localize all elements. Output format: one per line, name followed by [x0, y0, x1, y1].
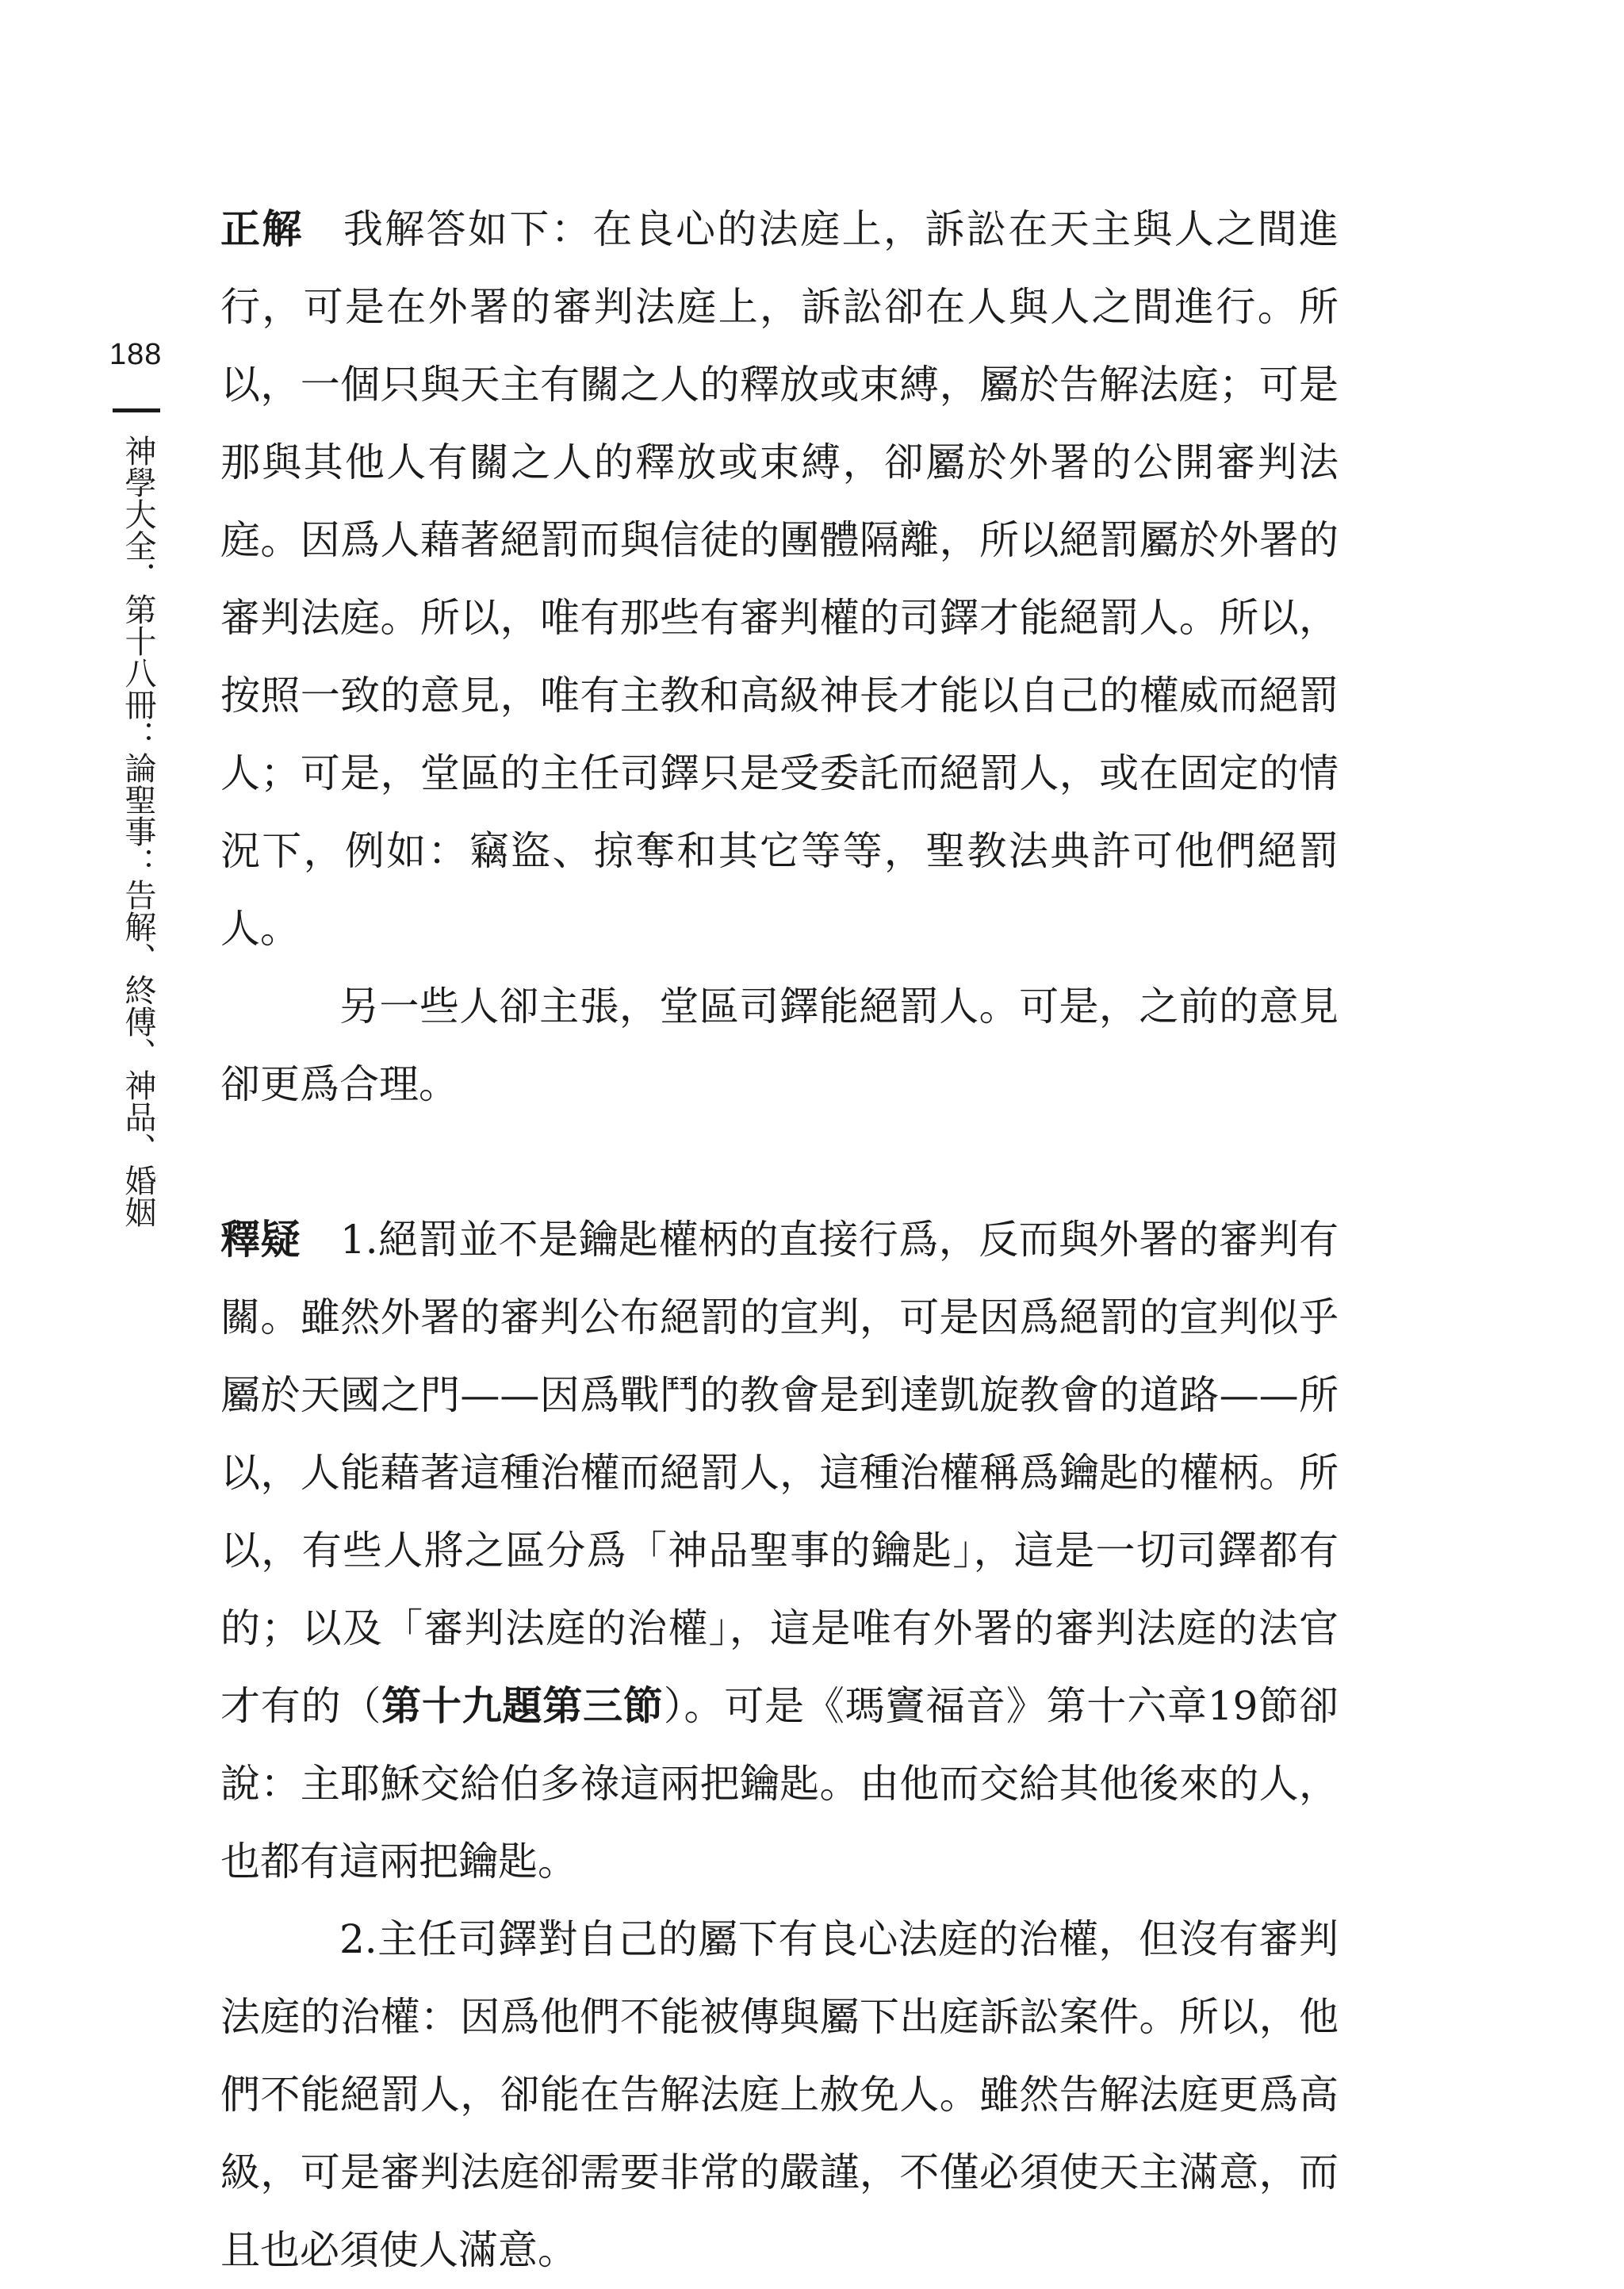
replies-label: 釋疑	[220, 1217, 301, 1263]
reply-2-paragraph	[220, 1900, 1339, 2289]
answer-text: 我解答如下：在良心的法庭上，訴訟在天主與人之間進行，可是在外署的審判法庭上，訴訟卻在人與人之間進行。所以，一個只與天主有關之人的釋放或束縛，屬於告解法庭；可是那與其他人有關之人的釋放或束縛，卻屬於外署的公開審判法庭。因爲人藉著絕罰而與信徒的團體隔離，所以絕罰屬於外署的審判法庭。所以，唯有那些有審判權的司鐸才能絕罰人。所以，按照一致的意見，唯有主教和高級神長才能以自己的權威而絕罰人；可是，堂區的主任司鐸只是受委託而絕罰人，或在固定的情況下，例如：竊盜、掠奪和其它等等，聖教法典許可他們絕罰人。	[220, 206, 1339, 952]
running-head-rule	[113, 408, 160, 412]
answer-continuation-text: 另一些人卻主張，堂區司鐸能絕罰人。可是，之前的意見卻更爲合理。	[220, 983, 1339, 1107]
page-number: 188	[109, 338, 163, 371]
answer-label: 正解	[220, 206, 304, 252]
running-head: 神學大全．第十八冊：論聖事：告解、終傅、神品、婚姻	[120, 435, 156, 1228]
reply-1-text-part2: ）。可是《瑪竇福音》第十六章19節卻說：主耶穌交給伯多祿這兩把鑰匙。由他而交給其他後來的人，也都有這兩把鑰匙。	[220, 1683, 1339, 1884]
answer-continuation-paragraph	[220, 968, 1339, 1123]
reply-1-paragraph	[220, 1201, 1339, 1900]
answer-paragraph	[220, 190, 1339, 968]
cross-reference: 第十九題第三節	[381, 1683, 664, 1729]
reply-1-text-part1: 1.絕罰並不是鑰匙權柄的直接行爲，反而與外署的審判有關。雖然外署的審判公布絕罰的宣判，可是因爲絕罰的宣判似乎屬於天國之門——因爲戰鬥的教會是到達凱旋教會的道路——所以，人能藉著這種治權而絕罰人，這種治權稱爲鑰匙的權柄。所以，有些人將之區分爲「神品聖事的鑰匙」，這是一切司鐸都有的；以及「審判法庭的治權」，這是唯有外署的審判法庭的法官才有的（	[220, 1217, 1339, 1729]
reply-2-text: 2.主任司鐸對自己的屬下有良心法庭的治權，但沒有審判法庭的治權：因爲他們不能被傳與屬下出庭訴訟案件。所以，他們不能絕罰人，卻能在告解法庭上赦免人。雖然告解法庭更爲高級，可是審判法庭卻需要非常的嚴謹，不僅必須使天主滿意，而且也必須使人滿意。	[220, 1916, 1339, 2273]
main-text	[220, 190, 1339, 2289]
